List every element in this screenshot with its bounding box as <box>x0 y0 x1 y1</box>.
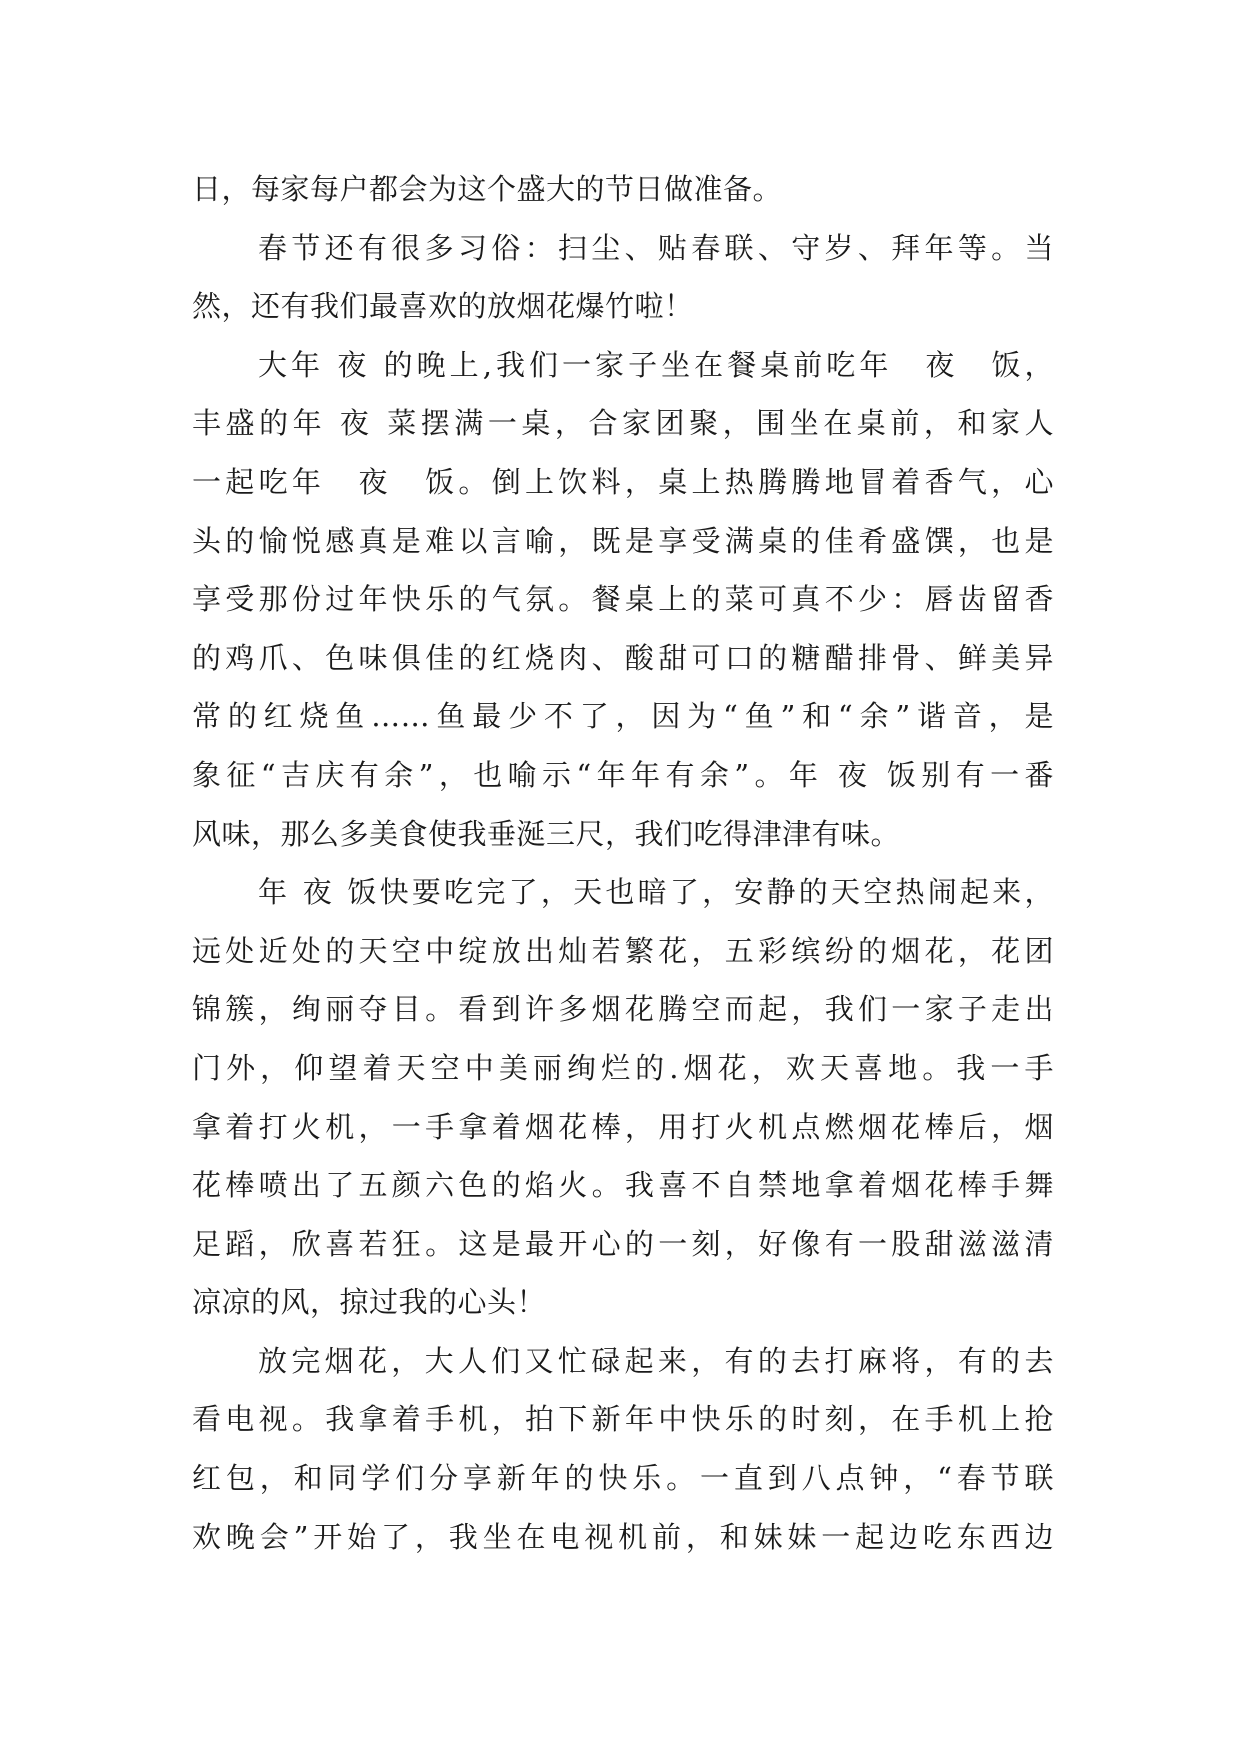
text-line: 大年 夜 的晚上,我们一家子坐在餐桌前吃年 夜 饭， <box>258 347 1054 382</box>
text-line: 常的红烧鱼……鱼最少不了，因为“鱼”和“余”谐音，是 <box>192 699 1054 734</box>
text-line: 远处近处的天空中绽放出灿若繁花，五彩缤纷的烟花，花团 <box>192 933 1054 968</box>
text-line: 红包，和同学们分享新年的快乐。一直到八点钟，“春节联 <box>192 1461 1054 1496</box>
text-line: 享受那份过年快乐的气氛。餐桌上的菜可真不少：唇齿留香 <box>192 582 1054 617</box>
text-line: 凉凉的风，掠过我的心头！ <box>192 1285 547 1320</box>
text-line: 拿着打火机，一手拿着烟花棒，用打火机点燃烟花棒后，烟 <box>192 1109 1054 1144</box>
text-line: 象征“吉庆有余”，也喻示“年年有余”。年 夜 饭别有一番 <box>192 757 1054 792</box>
text-line: 风味，那么多美食使我垂涎三尺，我们吃得津津有味。 <box>192 816 901 851</box>
text-line: 春节还有很多习俗：扫尘、贴春联、守岁、拜年等。当 <box>258 230 1054 265</box>
text-line: 看电视。我拿着手机，拍下新年中快乐的时刻，在手机上抢 <box>192 1402 1054 1437</box>
text-line: 花棒喷出了五颜六色的焰火。我喜不自禁地拿着烟花棒手舞 <box>192 1168 1054 1203</box>
text-line: 锦簇，绚丽夺目。看到许多烟花腾空而起，我们一家子走出 <box>192 992 1054 1027</box>
text-line: 足蹈，欣喜若狂。这是最开心的一刻，好像有一股甜滋滋清 <box>192 1226 1054 1261</box>
text-line: 放完烟花，大人们又忙碌起来，有的去打麻将，有的去 <box>258 1343 1054 1378</box>
text-line: 年 夜 饭快要吃完了，天也暗了，安静的天空热闹起来， <box>258 875 1054 910</box>
text-line: 日，每家每户都会为这个盛大的节日做准备。 <box>192 172 783 206</box>
text-line: 头的愉悦感真是难以言喻，既是享受满桌的佳肴盛馔，也是 <box>192 523 1054 558</box>
document-body <box>192 160 1054 1566</box>
text-line: 门外，仰望着天空中美丽绚烂的.烟花，欢天喜地。我一手 <box>192 1050 1054 1085</box>
text-line: 欢晚会”开始了，我坐在电视机前，和妹妹一起边吃东西边 <box>192 1519 1054 1554</box>
text-line: 一起吃年 夜 饭。倒上饮料，桌上热腾腾地冒着香气，心 <box>192 464 1054 499</box>
text-line: 丰盛的年 夜 菜摆满一桌，合家团聚，围坐在桌前，和家人 <box>192 406 1054 441</box>
text-line: 然，还有我们最喜欢的放烟花爆竹啦！ <box>192 289 694 324</box>
text-line: 的鸡爪、色味俱佳的红烧肉、酸甜可口的糖醋排骨、鲜美异 <box>192 640 1054 675</box>
